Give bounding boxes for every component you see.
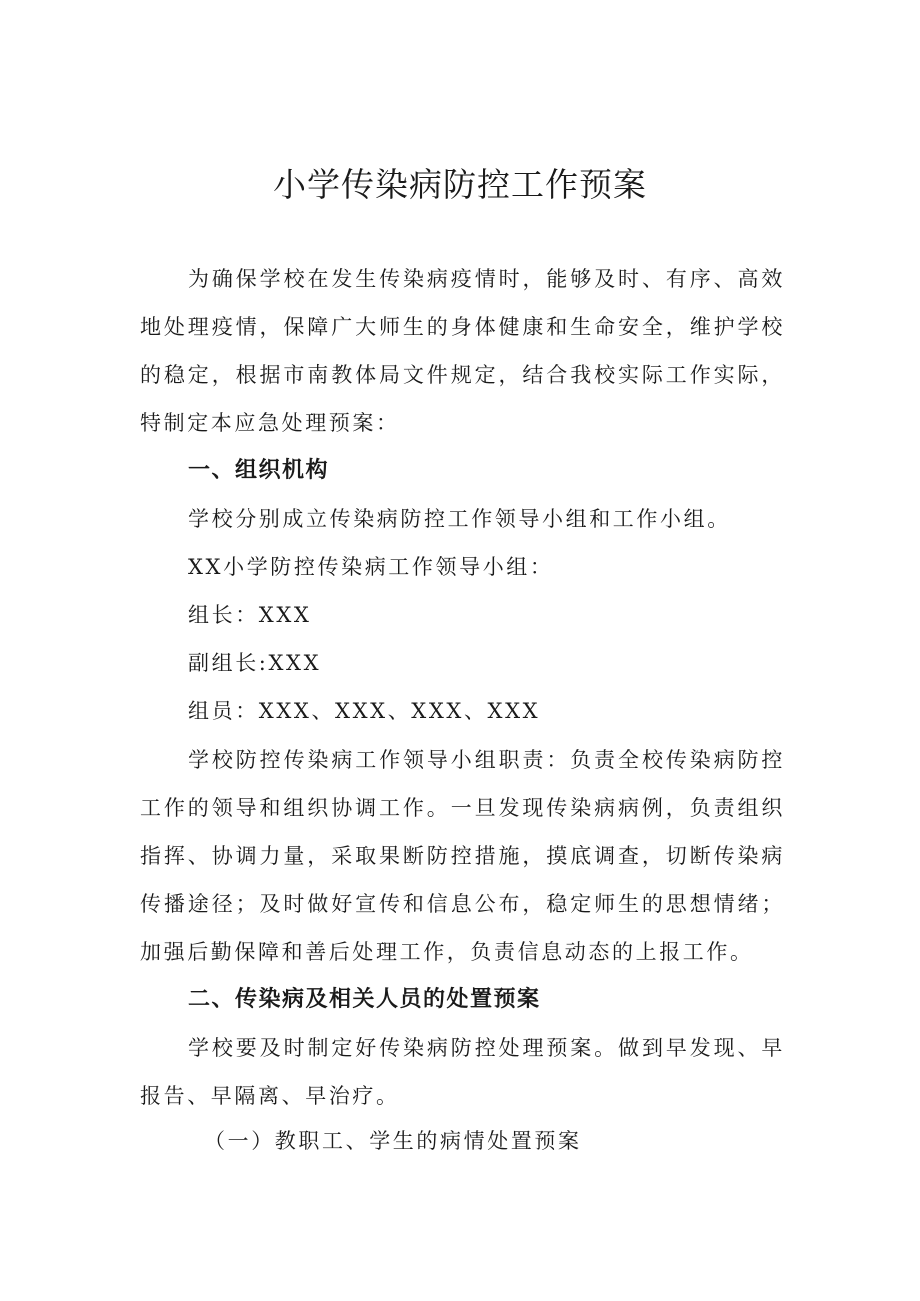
section1-paragraph: 学校分别成立传染病防控工作领导小组和工作小组。 xyxy=(188,507,731,531)
section2-paragraph: 学校要及时制定好传染病防控处理预案。做到早发现、早报告、早隔离、早治疗。 xyxy=(140,1036,785,1108)
document-title: 小学传染病防控工作预案 xyxy=(273,165,647,204)
section1-heading: 一、组织机构 xyxy=(188,458,330,483)
duties-paragraph: 学校防控传染病工作领导小组职责：负责全校传染病防控工作的领导和组织协调工作。一旦发现传染病病例，负责组织指挥、协调力量，采取果断防控措施，摸底调查，切断传染病传播途径；及时做好宣传和信息公布，稳定师生的思想情绪；加强后勤保障和善后处理工作，负责信息动态的上报工作。 xyxy=(140,748,785,964)
subsection1-heading: （一）教职工、学生的病情处置预案 xyxy=(204,1129,582,1153)
group-members: 组员：XXX、XXX、XXX、XXX xyxy=(188,699,541,723)
intro-paragraph: 为确保学校在发生传染病疫情时，能够及时、有序、高效地处理疫情，保障广大师生的身体健康和生命安全，维护学校的稳定，根据市南教体局文件规定，结合我校实际工作实际，特制定本应急处理预案： xyxy=(140,267,785,435)
group-leader: 组长：XXX xyxy=(188,603,312,627)
group-deputy: 副组长:XXX xyxy=(188,651,322,675)
section2-heading: 二、传染病及相关人员的处置预案 xyxy=(188,987,541,1012)
group-title: XX小学防控传染病工作领导小组： xyxy=(188,555,554,579)
